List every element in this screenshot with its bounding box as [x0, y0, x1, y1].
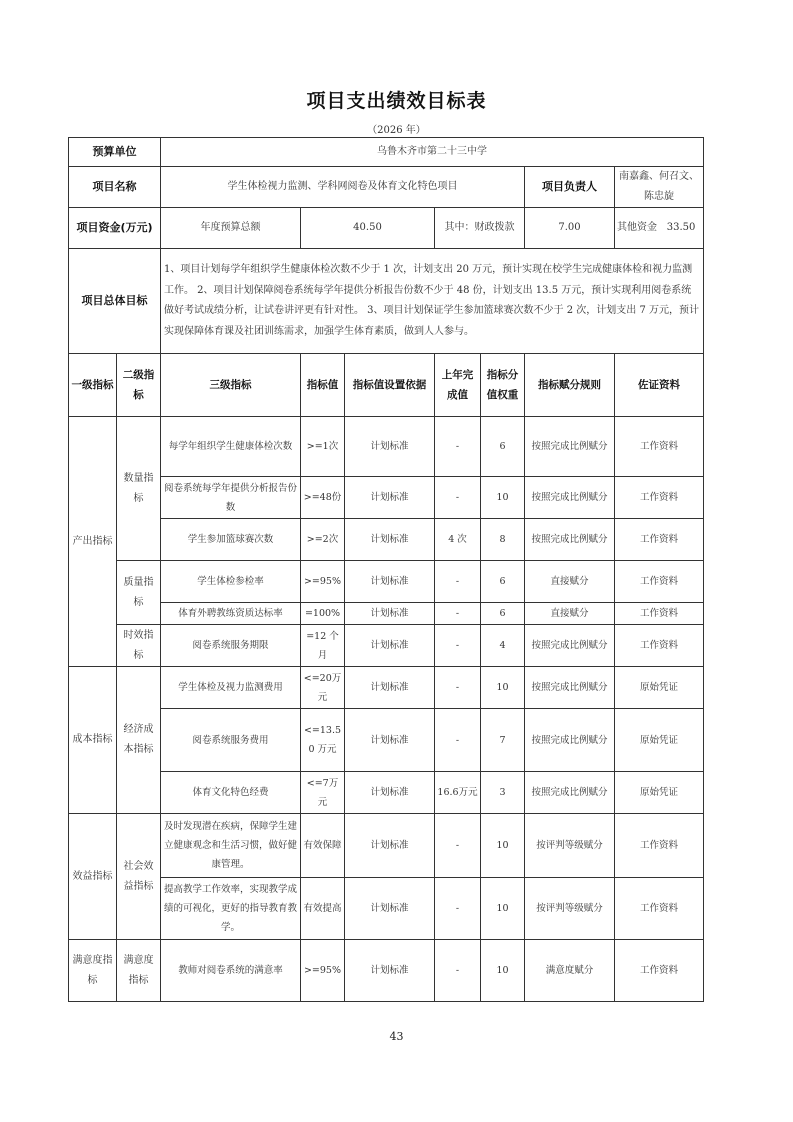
indicator-value: <=13.50 万元 [301, 709, 345, 772]
rule: 满意度赋分 [525, 940, 615, 1002]
annual-budget-value: 40.50 [301, 208, 435, 249]
weight: 8 [481, 519, 525, 561]
header-evidence: 佐证资料 [615, 354, 704, 417]
performance-table [68, 137, 704, 1002]
weight: 10 [481, 667, 525, 709]
overall-goal-text: 1、项目计划每学年组织学生健康体检次数不少于 1 次，计划支出 20 万元，预计实现在校学生完成健康体检和视力监测工作。 2、项目计划保障阅卷系统每学年提供分析报告份数不少于 48 份，计划支出 13.5 万元，预计实现利用阅卷系统做好考试成绩分析，让试卷讲评更有针对性。 3、项目计划保证学生参加篮球赛次数不少于 2 次，计划支出 7 万元，预计实现保障体育课及社团训练需求，加强学生体育素质，做到人人参与。 [161, 249, 704, 354]
last-year: - [435, 878, 481, 940]
table-row [69, 417, 704, 477]
basis: 计划标准 [345, 772, 435, 814]
indicator-value: >=95% [301, 561, 345, 603]
evidence: 原始凭证 [615, 709, 704, 772]
indicator-value: =12 个月 [301, 625, 345, 667]
page-number: 43 [389, 1030, 404, 1043]
basis: 计划标准 [345, 940, 435, 1002]
evidence: 工作资料 [615, 519, 704, 561]
funds-label: 项目资金(万元) [69, 208, 161, 249]
weight: 6 [481, 561, 525, 603]
group-output: 产出指标 [69, 417, 117, 667]
weight: 10 [481, 878, 525, 940]
indicator: 学生体检及视力监测费用 [161, 667, 301, 709]
rule: 按照完成比例赋分 [525, 417, 615, 477]
indicator: 阅卷系统服务期限 [161, 625, 301, 667]
project-name-label: 项目名称 [69, 167, 161, 208]
indicator-value: >=2次 [301, 519, 345, 561]
last-year: - [435, 709, 481, 772]
header-rule: 指标赋分规则 [525, 354, 615, 417]
project-leader-label: 项目负责人 [525, 167, 615, 208]
indicator-value: <=7万元 [301, 772, 345, 814]
indicator-value: =100% [301, 603, 345, 625]
header-basis: 指标值设置依据 [345, 354, 435, 417]
basis: 计划标准 [345, 878, 435, 940]
indicator: 学生体检参检率 [161, 561, 301, 603]
evidence: 工作资料 [615, 814, 704, 878]
annual-budget-label: 年度预算总额 [161, 208, 301, 249]
evidence: 工作资料 [615, 625, 704, 667]
table-row [69, 561, 704, 603]
header-value: 指标值 [301, 354, 345, 417]
group-quantity: 数量指标 [117, 417, 161, 561]
table-row [69, 519, 704, 561]
budget-unit-value: 乌鲁木齐市第二十三中学 [161, 138, 704, 167]
table-row [69, 477, 704, 519]
basis: 计划标准 [345, 519, 435, 561]
budget-unit-row [69, 138, 704, 167]
table-row [69, 940, 704, 1002]
indicator: 学生参加篮球赛次数 [161, 519, 301, 561]
weight: 3 [481, 772, 525, 814]
rule: 按照完成比例赋分 [525, 709, 615, 772]
group-economic-cost: 经济成本指标 [117, 667, 161, 814]
group-satisfaction-sub: 满意度指标 [117, 940, 161, 1002]
indicator-value: 有效提高 [301, 878, 345, 940]
rule: 直接赋分 [525, 561, 615, 603]
rule: 按照完成比例赋分 [525, 667, 615, 709]
last-year: - [435, 814, 481, 878]
weight: 10 [481, 477, 525, 519]
basis: 计划标准 [345, 625, 435, 667]
table-row [69, 772, 704, 814]
last-year: - [435, 940, 481, 1002]
evidence: 原始凭证 [615, 772, 704, 814]
basis: 计划标准 [345, 603, 435, 625]
evidence: 工作资料 [615, 417, 704, 477]
indicator-value: >=95% [301, 940, 345, 1002]
project-leader-value: 南嘉鑫、何召文、陈忠旋 [615, 167, 704, 208]
evidence: 工作资料 [615, 940, 704, 1002]
document-title: 项目支出绩效目标表 [306, 90, 487, 112]
indicator: 体育文化特色经费 [161, 772, 301, 814]
indicator-value: >=48份 [301, 477, 345, 519]
indicator: 每学年组织学生健康体检次数 [161, 417, 301, 477]
rule: 按照完成比例赋分 [525, 519, 615, 561]
last-year: - [435, 477, 481, 519]
header-last-year: 上年完成值 [435, 354, 481, 417]
weight: 6 [481, 417, 525, 477]
indicator: 阅卷系统每学年提供分析报告份数 [161, 477, 301, 519]
indicator: 提高教学工作效率，实现教学成绩的可视化，更好的指导教育教学。 [161, 878, 301, 940]
indicator: 及时发现潜在疾病，保障学生建立健康观念和生活习惯，做好健康管理。 [161, 814, 301, 878]
table-row [69, 878, 704, 940]
budget-unit-label: 预算单位 [69, 138, 161, 167]
rule: 按评判等级赋分 [525, 878, 615, 940]
header-weight: 指标分值权重 [481, 354, 525, 417]
evidence: 原始凭证 [615, 667, 704, 709]
basis: 计划标准 [345, 667, 435, 709]
group-quality: 质量指标 [117, 561, 161, 625]
indicator-value: 有效保障 [301, 814, 345, 878]
rule: 按照完成比例赋分 [525, 772, 615, 814]
document-year: （2026 年） [367, 125, 426, 136]
other-funds-value: 33.50 [666, 222, 696, 233]
rule: 按照完成比例赋分 [525, 625, 615, 667]
basis: 计划标准 [345, 814, 435, 878]
rule: 直接赋分 [525, 603, 615, 625]
last-year: - [435, 625, 481, 667]
group-timeliness: 时效指标 [117, 625, 161, 667]
last-year: - [435, 561, 481, 603]
table-row [69, 814, 704, 878]
header-row [69, 354, 704, 417]
weight: 6 [481, 603, 525, 625]
other-funds-group [615, 208, 704, 249]
indicator: 教师对阅卷系统的满意率 [161, 940, 301, 1002]
evidence: 工作资料 [615, 561, 704, 603]
funds-row [69, 208, 704, 249]
indicator: 阅卷系统服务费用 [161, 709, 301, 772]
last-year: - [435, 603, 481, 625]
fiscal-label: 其中：财政拨款 [435, 208, 525, 249]
last-year: 16.6万元 [435, 772, 481, 814]
table-row [69, 625, 704, 667]
rule: 按照完成比例赋分 [525, 477, 615, 519]
table-row [69, 603, 704, 625]
weight: 10 [481, 940, 525, 1002]
other-funds-label: 其他资金 [617, 222, 658, 233]
evidence: 工作资料 [615, 878, 704, 940]
last-year: - [435, 417, 481, 477]
evidence: 工作资料 [615, 603, 704, 625]
fiscal-value: 7.00 [525, 208, 615, 249]
group-benefit: 效益指标 [69, 814, 117, 940]
project-name-row [69, 167, 704, 208]
evidence: 工作资料 [615, 477, 704, 519]
indicator-value: >=1次 [301, 417, 345, 477]
overall-goal-row [69, 249, 704, 354]
weight: 4 [481, 625, 525, 667]
group-satisfaction: 满意度指标 [69, 940, 117, 1002]
table-row [69, 667, 704, 709]
header-level1: 一级指标 [69, 354, 117, 417]
last-year: - [435, 667, 481, 709]
group-social-benefit: 社会效益指标 [117, 814, 161, 940]
basis: 计划标准 [345, 709, 435, 772]
rule: 按评判等级赋分 [525, 814, 615, 878]
indicator: 体育外聘教练资质达标率 [161, 603, 301, 625]
basis: 计划标准 [345, 417, 435, 477]
weight: 10 [481, 814, 525, 878]
last-year: 4 次 [435, 519, 481, 561]
overall-goal-label: 项目总体目标 [69, 249, 161, 354]
header-level2: 二级指标 [117, 354, 161, 417]
basis: 计划标准 [345, 561, 435, 603]
project-name-value: 学生体检视力监测、学科网阅卷及体育文化特色项目 [161, 167, 525, 208]
basis: 计划标准 [345, 477, 435, 519]
weight: 7 [481, 709, 525, 772]
group-cost: 成本指标 [69, 667, 117, 814]
indicator-value: <=20万元 [301, 667, 345, 709]
header-level3: 三级指标 [161, 354, 301, 417]
table-row [69, 709, 704, 772]
